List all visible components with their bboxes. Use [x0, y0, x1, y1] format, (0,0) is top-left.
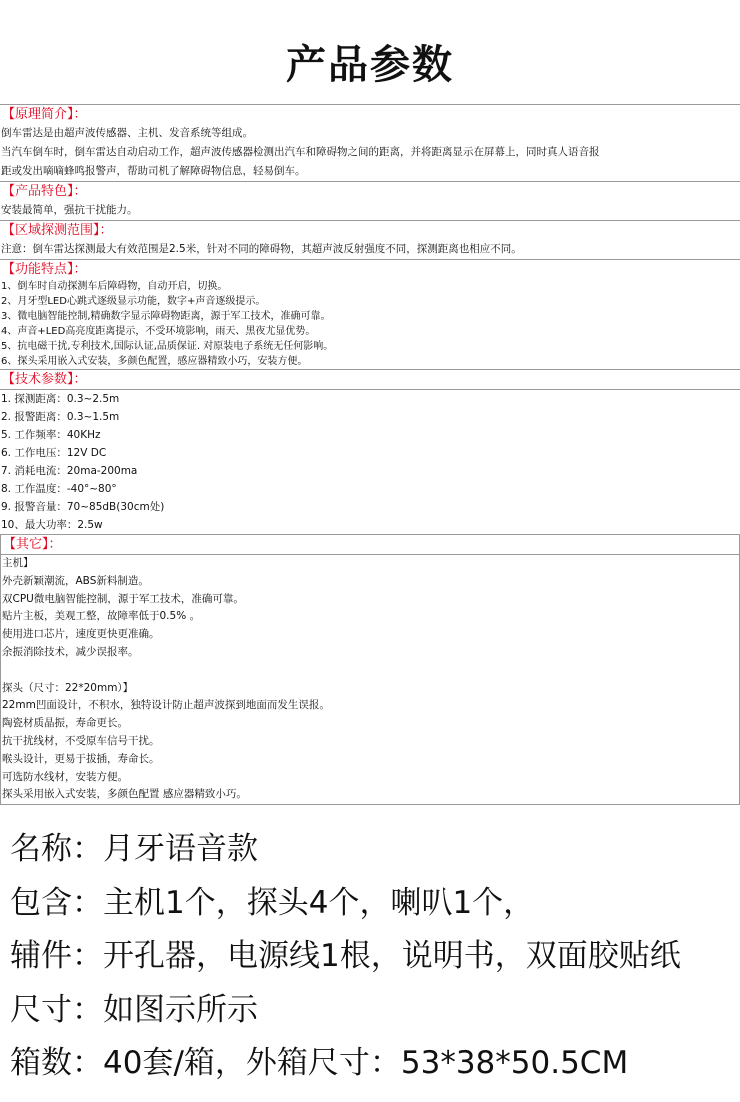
summary-contents: 包含：主机1个，探头4个，喇叭1个，: [10, 884, 535, 921]
other-line: 喉头设计，更易于拔插，寿命长。: [2, 752, 160, 765]
other-line-blank: [1, 662, 739, 680]
spec-item: 9. 报警音量：70~85dB(30cm处): [1, 501, 165, 513]
spec-item: 5. 工作频率：40KHz: [1, 429, 101, 441]
summary-size: 尺寸：如图示所示: [10, 991, 258, 1028]
function-item: 3、微电脑智能控制,精确数字显示障碍物距离，源于军工技术，准确可靠。: [1, 311, 331, 322]
spec-item: 6. 工作电压：12V DC: [1, 447, 107, 459]
spec-item: 2. 报警距离：0.3~1.5m: [1, 411, 120, 423]
other-line: 探头采用嵌入式安装，多颜色配置 感应器精致小巧。: [2, 788, 247, 801]
section-heading-specs: 【技术参数】：: [2, 372, 87, 387]
principle-line: 当汽车倒车时，倒车雷达自动启动工作，超声波传感器检测出汽车和障碍物之间的距离，并将距离显示在屏幕上，同时真人语音报: [1, 146, 600, 158]
other-line: 余振消除技术，减少误报率。: [2, 645, 139, 658]
page-title: 产品参数: [286, 42, 454, 88]
spec-item: 7. 消耗电流：20ma-200ma: [1, 465, 138, 477]
spec-item: 10、最大功率：2.5w: [1, 519, 103, 531]
summary-accessories: 辅件：开孔器，电源线1根，说明书，双面胶贴纸: [10, 938, 681, 974]
principle-line: 倒车雷达是由超声波传感器、主机、发音系统等组成。: [1, 127, 253, 139]
other-line: 22mm凹面设计，不积水，独特设计防止超声波探到地面而发生误报。: [2, 699, 330, 712]
spec-item: 8. 工作温度：-40°~80°: [1, 483, 117, 495]
spec-item: 1. 探测距离：0.3~2.5m: [1, 393, 120, 405]
summary-name: 名称：月牙语音款: [10, 831, 258, 867]
principle-line: 距或发出嘀嘀蜂鸣报警声，帮助司机了解障碍物信息，轻易倒车。: [1, 165, 306, 177]
function-item: 4、声音+LED高亮度距离提示，不受环境影响，雨天、黑夜尤显优势。: [1, 326, 316, 337]
other-line: 陶瓷材质晶振，寿命更长。: [2, 717, 128, 730]
other-line: 双CPU微电脑智能控制，源于军工技术，准确可靠。: [2, 592, 244, 605]
other-section-box: [0, 535, 740, 805]
summary-carton: 箱数：40套/箱，外箱尺寸：53*38*50.5CM: [10, 1045, 629, 1081]
function-item: 6、探头采用嵌入式安装，多颜色配置，感应器精致小巧，安装方便。: [1, 356, 308, 367]
section-heading-principle: 【原理简介】：: [2, 107, 87, 122]
function-item: 2、月牙型LED心跳式逐级显示功能，数字+声音逐级提示。: [1, 296, 266, 307]
other-line: 可选防水线材，安装方便。: [2, 770, 128, 783]
section-heading-range: 【区域探测范围】：: [2, 223, 113, 238]
features-line: 安装最简单，强抗干扰能力。: [1, 204, 138, 216]
range-line: 注意：倒车雷达探测最大有效范围是2.5米，针对不同的障碍物，其超声波反射强度不同，探测距离也相应不同。: [1, 243, 522, 255]
other-line: 使用进口芯片，速度更快更准确。: [2, 628, 160, 641]
other-line: 抗干扰线材，不受原车信号干扰。: [2, 734, 160, 747]
other-line: 贴片主板，美观工整，故障率低于0.5% 。: [2, 610, 201, 623]
section-heading-features: 【产品特色】：: [2, 184, 87, 199]
parameter-sheet: [0, 104, 740, 805]
function-item: 5、抗电磁干扰,专利技术,国际认证,品质保证. 对原装电子系统无任何影响。: [1, 341, 334, 352]
function-item: 1、倒车时自动探测车后障碍物，自动开启，切换。: [1, 281, 228, 292]
section-heading-other: 【其它】：: [3, 537, 62, 552]
summary-block: [10, 826, 735, 1094]
other-line: 探头（尺寸：22*20mm）】: [2, 681, 134, 694]
section-heading-functions: 【功能特点】：: [2, 262, 87, 277]
other-line: 外壳新颖潮流，ABS新料制造。: [2, 574, 149, 587]
other-line: 主机】: [2, 557, 34, 569]
